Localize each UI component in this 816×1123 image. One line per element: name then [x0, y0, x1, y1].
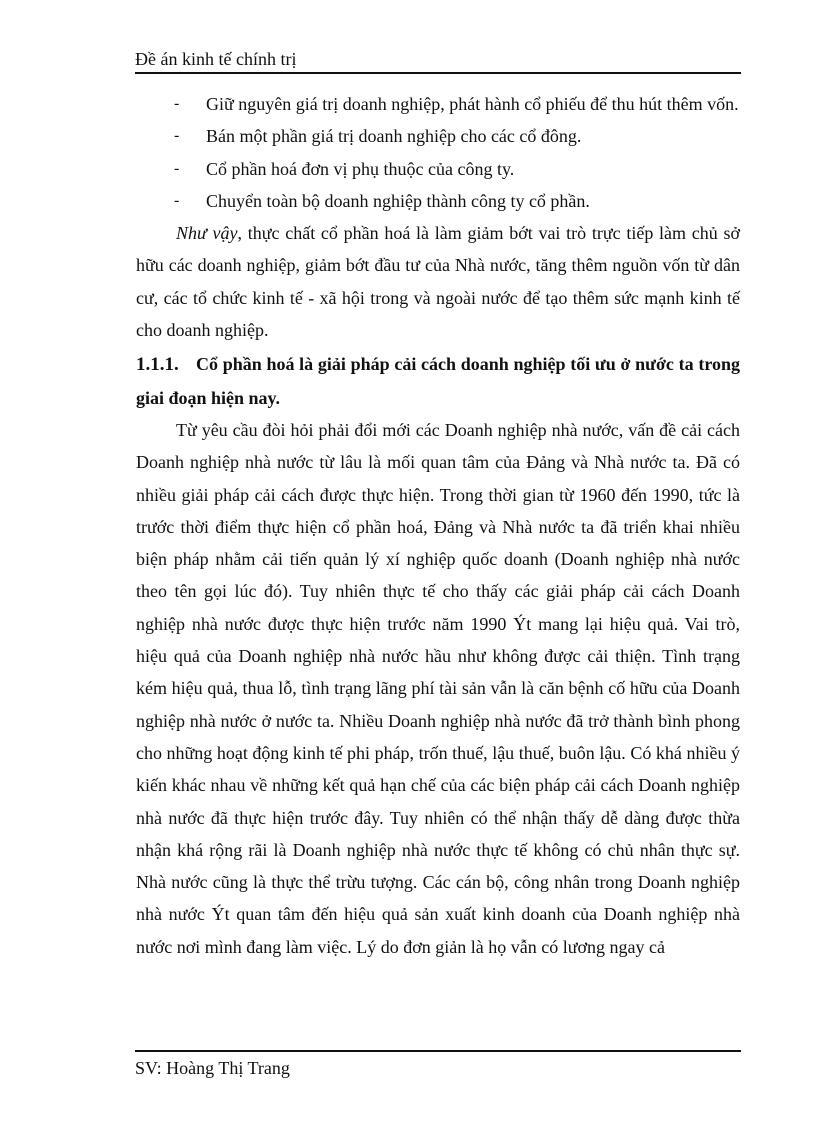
section-title: Cổ phần hoá là giải pháp cải cách doanh nghiệp tối ưu ở nước ta trong giai đoạn hiện nay. [136, 354, 740, 408]
bullet-item [136, 185, 740, 217]
page-content [136, 88, 740, 963]
bullet-text: Bán một phần giá trị doanh nghiệp cho các cổ đông. [206, 126, 582, 147]
paragraph-italic-lead: Như vậy [176, 223, 238, 244]
bullet-item [136, 88, 740, 120]
bullet-dash: - [174, 191, 180, 209]
paragraph-body-text: Từ yêu cầu đòi hỏi phải đổi mới các Doanh nghiệp nhà nước, vấn đề cải cách Doanh nghiệp nhà nước từ lâu là mối quan tâm của Đảng và Nhà nước ta. Đã có nhiều giải pháp cải cách được thực hiện. Trong thời gian từ 1960 đến 1990, tức là trước thời điểm thực hiện cổ phần hoá, Đảng và Nhà nước ta đã triển khai nhiều biện pháp nhằm cải tiến quản lý xí nghiệp quốc doanh (Doanh nghiệp nhà nước theo tên gọi lúc đó). Tuy nhiên thực tế cho thấy các giải pháp cải cách Doanh nghiệp nhà nước được thực hiện trước năm 1990 Ýt mang lại hiệu quả. Vai trò, hiệu quả của Doanh nghiệp nhà nước hầu như không được cải thiện. Tình trạng kém hiệu quả, thua lỗ, tình trạng lãng phí tài sản vẫn là căn bệnh cố hữu của Doanh nghiệp nhà nước ở nước ta. Nhiều Doanh nghiệp nhà nước đã trở thành bình phong cho những hoạt động kinh tế phi pháp, trốn thuế, lậu thuế, buôn lậu. Có khá nhiều ý kiến khác nhau về những kết quả hạn chế của các biện pháp cải cách Doanh nghiệp nhà nước đã thực hiện trước đây. Tuy nhiên có thể nhận thấy dễ dàng được thừa nhận khá rộng rãi là Doanh nghiệp nhà nước thực tế không có chủ nhân thực sự. Nhà nước cũng là thực thể trừu tượng. Các cán bộ, công nhân trong Doanh nghiệp nhà nước Ýt quan tâm đến hiệu quả sản xuất kinh doanh của Doanh nghiệp nhà nước nơi mình đang làm việc. Lý do đơn giản là họ vẫn có lương ngay cả [136, 419, 740, 957]
footer-text: SV: Hoàng Thị Trang [135, 1058, 290, 1078]
bullet-dash: - [174, 127, 180, 145]
paragraph-body [136, 414, 740, 963]
page-header [135, 46, 741, 74]
bullet-dash: - [174, 95, 180, 112]
bullet-text: Giữ nguyên giá trị doanh nghiệp, phát hành cổ phiếu để thu hút thêm vốn. [206, 94, 739, 114]
bullet-text: Chuyển toàn bộ doanh nghiệp thành công ty cổ phần. [206, 190, 590, 211]
bullet-dash: - [174, 159, 180, 177]
header-title: Đề án kinh tế chính trị [135, 49, 297, 69]
paragraph-summary-text: , thực chất cổ phần hoá là làm giảm bớt vai trò trực tiếp làm chủ sở hữu các doanh nghiệp, giảm bớt đầu tư của Nhà nước, tăng thêm nguồn vốn từ dân cư, các tổ chức kinh tế - xã hội trong và ngoài nước để tạo thêm sức mạnh kinh tế cho doanh nghiệp. [136, 223, 740, 341]
section-heading [136, 348, 740, 414]
paragraph-summary [136, 217, 740, 346]
bullet-text: Cổ phần hoá đơn vị phụ thuộc của công ty. [206, 158, 515, 179]
section-number: 1.1.1. [136, 354, 179, 376]
bullet-item [136, 120, 740, 152]
page-footer [135, 1050, 741, 1081]
bullet-item [136, 153, 740, 185]
